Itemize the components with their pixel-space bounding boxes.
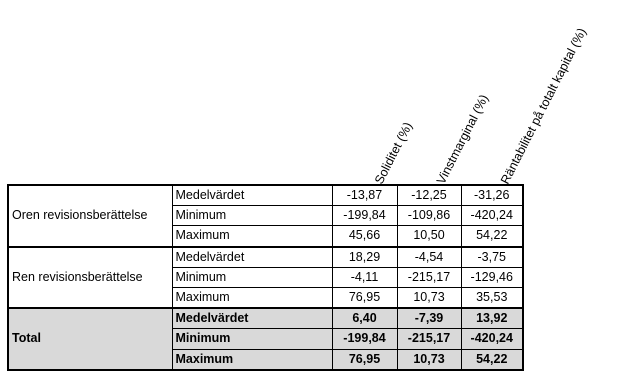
statistics-table: [7, 184, 524, 371]
value-cell: -12,25: [397, 185, 461, 206]
value-cell: 76,95: [332, 349, 397, 370]
value-cell: 54,22: [461, 226, 523, 247]
stat-label: Minimum: [172, 329, 332, 349]
group-label-oren: Oren revisionsberättelse: [8, 185, 172, 247]
value-cell: -13,87: [332, 185, 397, 206]
stat-label: Maximum: [172, 287, 332, 308]
value-cell: 76,95: [332, 287, 397, 308]
value-cell: 10,73: [397, 287, 461, 308]
stat-label: Maximum: [172, 226, 332, 247]
value-cell: -31,26: [461, 185, 523, 206]
value-cell: -4,54: [397, 247, 461, 268]
value-cell: -420,24: [461, 206, 523, 226]
group-label-total: Total: [8, 308, 172, 370]
stat-label: Maximum: [172, 349, 332, 370]
column-header-soliditet: Soliditet (%): [372, 119, 416, 187]
group-label-ren: Ren revisionsberättelse: [8, 247, 172, 309]
table-row: [8, 247, 523, 268]
table-row: [8, 185, 523, 206]
column-header-vinstmarginal: Vinstmarginal (%): [434, 92, 492, 187]
value-cell: -199,84: [332, 206, 397, 226]
value-cell: 6,40: [332, 308, 397, 329]
stat-label: Medelvärdet: [172, 247, 332, 268]
value-cell: 35,53: [461, 287, 523, 308]
value-cell: 10,73: [397, 349, 461, 370]
value-cell: 54,22: [461, 349, 523, 370]
table-row: [8, 308, 523, 329]
value-cell: -3,75: [461, 247, 523, 268]
value-cell: -420,24: [461, 329, 523, 349]
stat-label: Medelvärdet: [172, 308, 332, 329]
stat-label: Medelvärdet: [172, 185, 332, 206]
value-cell: 10,50: [397, 226, 461, 247]
value-cell: -129,46: [461, 267, 523, 287]
column-header-rantabilitet: Räntabilitet på totalt kapital (%): [498, 25, 590, 187]
value-cell: 13,92: [461, 308, 523, 329]
value-cell: -215,17: [397, 329, 461, 349]
value-cell: -7,39: [397, 308, 461, 329]
stat-label: Minimum: [172, 206, 332, 226]
value-cell: -215,17: [397, 267, 461, 287]
value-cell: 18,29: [332, 247, 397, 268]
value-cell: -199,84: [332, 329, 397, 349]
stat-label: Minimum: [172, 267, 332, 287]
value-cell: 45,66: [332, 226, 397, 247]
value-cell: -4,11: [332, 267, 397, 287]
value-cell: -109,86: [397, 206, 461, 226]
